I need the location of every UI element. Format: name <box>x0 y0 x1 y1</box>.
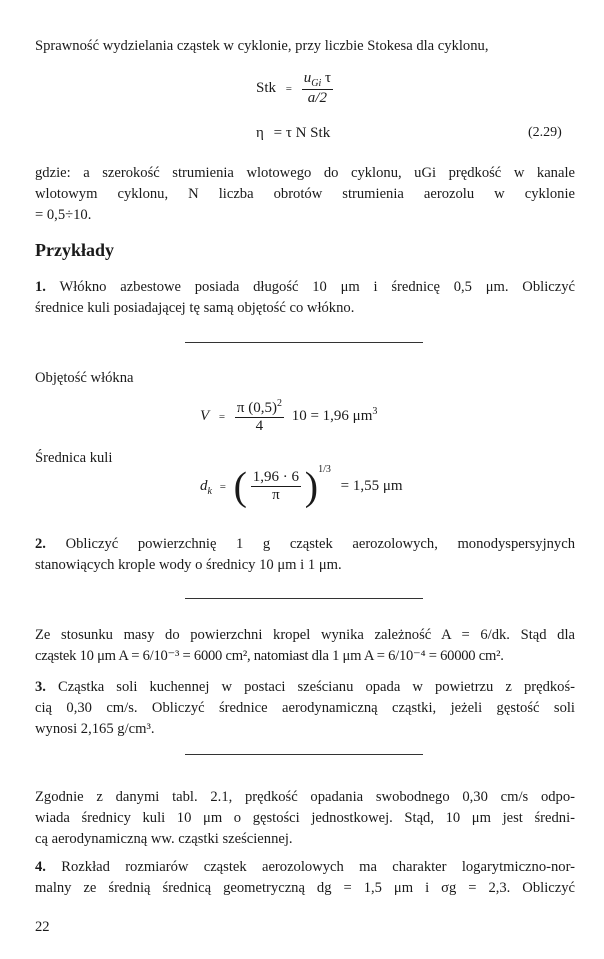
volume-formula: V = $\frac{\pi (0,5)^2}{4}$ 10 = 1,96 $\mu m^3$ <box>200 398 378 434</box>
page-number: 22 <box>35 919 50 935</box>
where-line-3: = 0,5÷10. <box>35 207 92 223</box>
volume-label: Objętość włókna <box>35 370 134 386</box>
diameter-formula: $d_k$ = ( $\frac{1,96 \cdot 6}{\pi}$ )$^{1/3}$ = 1,55 μm <box>200 463 403 509</box>
example-3-solution-line-3: cą aerodynamiczną ww. cząstki sześciennej. <box>35 831 293 847</box>
example-2-line-1: 2. Obliczyć powierzchnię 1 g cząstek aerozolowych, monodyspersyjnych <box>35 536 576 552</box>
example-3-line-3: wynosi 2,165 g/cm³. <box>35 721 155 737</box>
example-3-line-1: 3. Cząstka soli kuchennej w postaci sześcianu opada w powietrzu z prędkoś- <box>35 679 576 695</box>
separator-rule <box>185 342 423 343</box>
separator-rule <box>185 754 423 755</box>
example-1-line-1: 1. Włókno azbestowe posiada długość 10 μm i średnicę 0,5 μm. Obliczyć <box>35 279 575 295</box>
example-1-line-2: średnice kuli posiadającej tę samą objętość co włókno. <box>35 300 355 316</box>
example-3-line-2: cią 0,30 cm/s. Obliczyć średnice aerodynamiczną cząstki, jeżeli gęstość soli <box>35 700 575 716</box>
equation-number: (2.29) <box>528 125 562 140</box>
where-line-1: gdzie: a szerokość strumienia wlotowego do cyklonu, uGi prędkość w kanale <box>35 165 575 181</box>
example-2-line-2: stanowiących krople wody o średnicy 10 μm i 1 μm. <box>35 557 342 573</box>
example-3-solution-line-1: Zgodnie z danymi tabl. 2.1, prędkość opadania swobodnego 0,30 cm/s odpo- <box>35 789 575 805</box>
stokes-formula: Stk = $\frac{u_{Gi} \tau}{a/2}$ <box>256 70 332 106</box>
intro-text: Sprawność wydzielania cząstek w cyklonie, przy liczbie Stokesa dla cyklonu, <box>35 38 489 54</box>
example-3-solution-line-2: wiada średnicy kuli 10 μm o gęstości jednostkowej. Stąd, 10 μm jest średni- <box>35 810 575 826</box>
example-4-line-2: malny ze średnią średnicą geometryczną dg = 1,5 μm i σg = 2,3. Obliczyć <box>35 880 575 896</box>
section-heading: Przykłady <box>35 240 114 260</box>
example-2-solution-line-2: cząstek 10 μm A = 6/10⁻³ = 6000 cm², natomiast dla 1 μm A = 6/10⁻⁴ = 60000 cm². <box>35 648 504 664</box>
diameter-label: Średnica kuli <box>35 450 113 466</box>
example-4-line-1: 4. Rozkład rozmiarów cząstek aerozolowych ma charakter logarytmiczno-nor- <box>35 859 575 875</box>
separator-rule <box>185 598 423 599</box>
example-2-solution-line-1: Ze stosunku masy do powierzchni kropel wynika zależność A = 6/dk. Stąd dla <box>35 627 575 643</box>
where-line-2: wlotowym cyklonu, N liczba obrotów strumienia aerozolu w cyklonie <box>35 186 575 202</box>
eta-formula: η = τ N Stk <box>256 125 331 141</box>
